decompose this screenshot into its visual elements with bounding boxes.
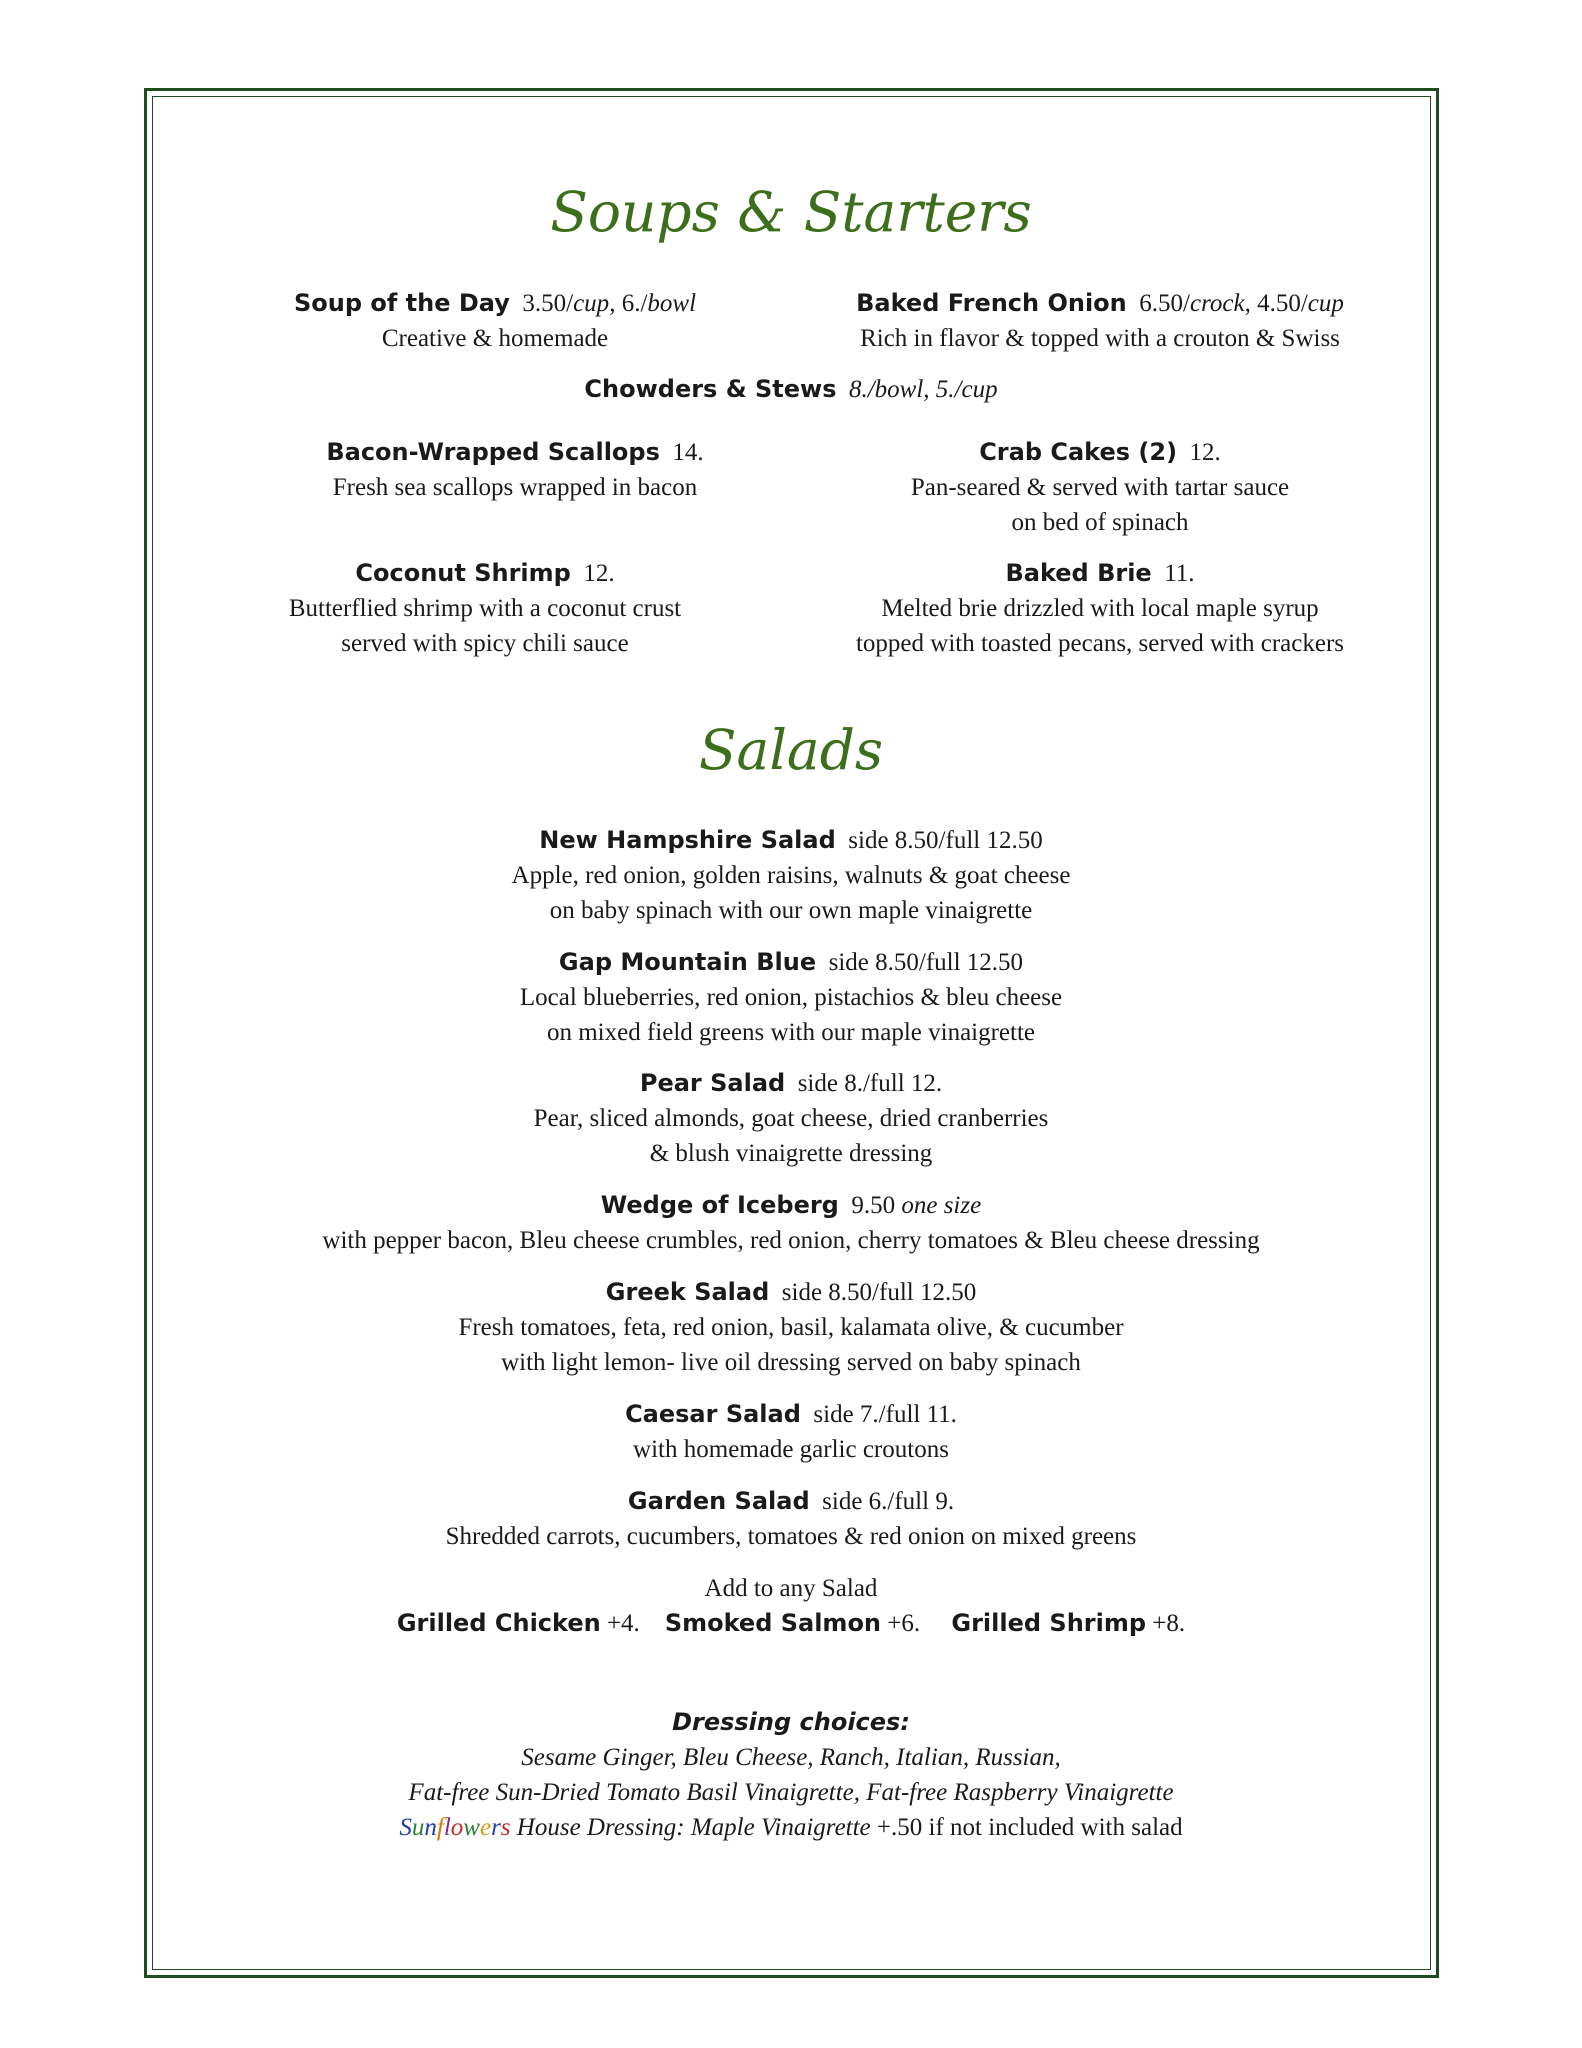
item-name: New Hampshire Salad xyxy=(539,826,836,854)
item-price: side 6./full 9. xyxy=(822,1488,955,1515)
house-dressing-price: +.50 if not included with salad xyxy=(876,1814,1183,1841)
dressing-list: Sesame Ginger, Bleu Cheese, Ranch, Italian, Russian, xyxy=(521,1744,1061,1771)
item-description: served with spicy chili sauce xyxy=(341,630,629,657)
item-name: Caesar Salad xyxy=(625,1400,801,1428)
item-price: side 8.50/full 12.50 xyxy=(848,827,1043,854)
item-description: with light lemon- live oil dressing served on baby spinach xyxy=(501,1349,1081,1376)
house-dressing xyxy=(0,1810,1582,1845)
item-price: 12. xyxy=(583,560,615,587)
item-name: Gap Mountain Blue xyxy=(558,948,817,976)
item-description: Shredded carrots, cucumbers, tomatoes & red onion on mixed greens xyxy=(445,1523,1137,1550)
item-price: 11. xyxy=(1164,560,1195,587)
addons-label: Add to any Salad xyxy=(704,1575,878,1602)
item-description: Pan-seared & served with tartar sauce xyxy=(910,474,1290,501)
item-price: 14. xyxy=(672,439,704,466)
menu-item-pear-salad xyxy=(0,1066,1582,1171)
item-description: Fresh sea scallops wrapped in bacon xyxy=(332,474,698,501)
salad-addons xyxy=(0,1571,1582,1641)
addon-name: Grilled Shrimp xyxy=(951,1609,1147,1637)
brand-name: Sunflowers xyxy=(399,1814,511,1841)
addon-name: Grilled Chicken xyxy=(396,1609,601,1637)
item-description: on mixed field greens with our maple vinaigrette xyxy=(546,1019,1036,1046)
item-price: side 8.50/full 12.50 xyxy=(781,1279,977,1306)
item-price: 3.50/cup, 6./bowl xyxy=(522,290,697,317)
addon-price: +8. xyxy=(1152,1610,1186,1637)
item-description: Butterflied shrimp with a coconut crust xyxy=(288,595,682,622)
item-price: side 8.50/full 12.50 xyxy=(828,949,1024,976)
menu-item-garden-salad xyxy=(0,1484,1582,1554)
salads-section-title: Salads xyxy=(698,718,884,782)
item-price: 6.50/crock, 4.50/cup xyxy=(1139,290,1344,317)
item-description: with pepper bacon, Bleu cheese crumbles, red onion, cherry tomatoes & Bleu cheese dressing xyxy=(322,1227,1260,1254)
item-name: Baked French Onion xyxy=(856,289,1127,317)
dressing-list: Fat-free Sun-Dried Tomato Basil Vinaigrette, Fat-free Raspberry Vinaigrette xyxy=(408,1779,1174,1806)
menu-item-gap-mountain-blue xyxy=(0,945,1582,1050)
item-description: Pear, sliced almonds, goat cheese, dried cranberries xyxy=(533,1105,1049,1132)
item-price: 9.50 xyxy=(851,1192,896,1219)
item-description: Rich in flavor & topped with a crouton & Swiss xyxy=(860,325,1340,352)
menu-item-soup-of-the-day xyxy=(255,286,735,356)
addon-price: +6. xyxy=(887,1610,921,1637)
item-description: Apple, red onion, golden raisins, walnuts & goat cheese xyxy=(511,862,1071,889)
item-description: Local blueberries, red onion, pistachios & bleu cheese xyxy=(519,984,1063,1011)
item-name: Soup of the Day xyxy=(293,289,510,317)
item-name: Baked Brie xyxy=(1005,559,1152,587)
addon-price: +4. xyxy=(606,1610,640,1637)
item-description: with homemade garlic croutons xyxy=(633,1436,949,1463)
item-name: Greek Salad xyxy=(605,1278,770,1306)
menu-item-caesar-salad xyxy=(0,1397,1582,1467)
house-dressing-label: House Dressing: Maple Vinaigrette xyxy=(516,1814,871,1841)
item-description: on baby spinach with our own maple vinaigrette xyxy=(549,897,1033,924)
item-description: on bed of spinach xyxy=(1011,509,1189,536)
menu-item-wedge-of-iceberg xyxy=(0,1188,1582,1258)
item-name: Chowders & Stews xyxy=(584,375,837,403)
menu-item-baked-brie xyxy=(820,556,1380,661)
item-name: Wedge of Iceberg xyxy=(600,1191,839,1219)
item-description: Fresh tomatoes, feta, red onion, basil, kalamata olive, & cucumber xyxy=(458,1314,1124,1341)
item-name: Coconut Shrimp xyxy=(355,559,571,587)
soups-section-title: Soups & Starters xyxy=(550,180,1032,244)
menu-item-greek-salad xyxy=(0,1275,1582,1380)
menu-item-bacon-wrapped-scallops xyxy=(275,435,755,505)
item-description: Melted brie drizzled with local maple syrup xyxy=(881,595,1319,622)
item-price: 12. xyxy=(1189,439,1221,466)
item-name: Pear Salad xyxy=(639,1069,786,1097)
menu-item-baked-french-onion xyxy=(820,286,1380,356)
item-description: topped with toasted pecans, served with crackers xyxy=(855,630,1345,657)
item-price: side 8./full 12. xyxy=(797,1070,943,1097)
item-description: Creative & homemade xyxy=(381,325,609,352)
item-name: Bacon-Wrapped Scallops xyxy=(326,438,660,466)
dressing-heading: Dressing choices: xyxy=(672,1708,910,1736)
dressing-choices xyxy=(0,1705,1582,1845)
menu-item-new-hampshire-salad xyxy=(0,823,1582,928)
item-price: 8./bowl, 5./cup xyxy=(848,376,998,403)
item-description: & blush vinaigrette dressing xyxy=(649,1140,933,1167)
item-price: side 7./full 11. xyxy=(813,1401,957,1428)
menu-item-coconut-shrimp xyxy=(245,556,725,661)
item-name: Garden Salad xyxy=(627,1487,810,1515)
item-price-note: one size xyxy=(901,1192,982,1219)
item-name: Crab Cakes (2) xyxy=(979,438,1178,466)
addon-name: Smoked Salmon xyxy=(664,1609,882,1637)
menu-item-chowders-stews xyxy=(0,372,1582,407)
menu-item-crab-cakes xyxy=(820,435,1380,540)
